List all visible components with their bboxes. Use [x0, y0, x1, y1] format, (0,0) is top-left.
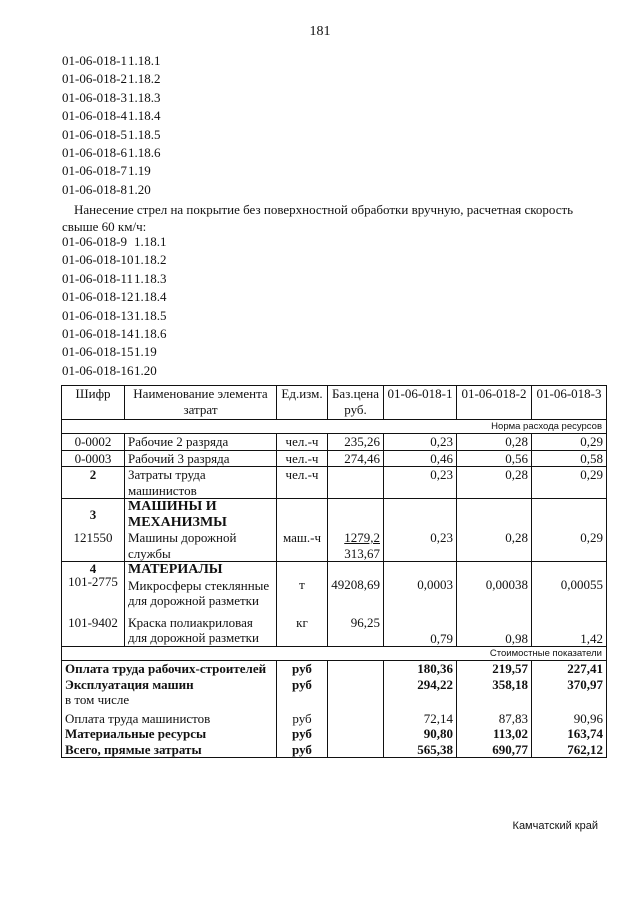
list-item: 01-06-018-111.18.3 — [62, 270, 167, 286]
list-item: 01-06-018-151.19 — [62, 344, 157, 360]
total-row: Оплата труда машинистов руб 72,14 87,83 90,96 — [62, 708, 607, 727]
code-list-a — [62, 52, 161, 199]
header-col1: 01-06-018-1 — [384, 386, 457, 420]
header-unit: Ед.изм. — [277, 386, 328, 420]
list-item: 01-06-018-9 1.18.1 — [62, 234, 167, 249]
list-item: 01-06-018-41.18.4 — [62, 108, 161, 124]
resource-table — [61, 385, 607, 758]
norm-caption: Норма расхода ресурсов — [62, 420, 607, 434]
list-item: 01-06-018-71.19 — [62, 163, 151, 179]
list-item: 01-06-018-21.18.2 — [62, 71, 161, 87]
section-row-materials: 4 101-2775 МАТЕРИАЛЫ Микросферы стеклянные для дорожной разметки т 49208,69 0,0003 0,00038 0,00055 — [62, 562, 607, 609]
table-row: 0-0002 Рабочие 2 разряда чел.-ч 235,26 0,23 0,28 0,29 — [62, 434, 607, 451]
total-row: Материальные ресурсы руб 90,80 113,02 163,74 — [62, 726, 607, 742]
list-item: 01-06-018-121.18.4 — [62, 289, 167, 305]
list-item: 01-06-018-101.18.2 — [62, 252, 167, 268]
total-row: Всего, прямые затраты руб 565,38 690,77 762,12 — [62, 742, 607, 758]
region-footer: Камчатский край — [512, 820, 598, 832]
total-row: Эксплуатация машин в том числе руб 294,22 358,18 370,97 — [62, 677, 607, 708]
table-row: 121550 Машины дорожной службы маш.-ч 1279,2 313,67 0,23 0,28 0,29 — [62, 530, 607, 562]
section-description: Нанесение стрел на покрытие без поверхностной обработки вручную, расчетная скорость свыше 60 км/ч: — [62, 202, 574, 234]
section-row-machines: 3 МАШИНЫ И МЕХАНИЗМЫ — [62, 499, 607, 531]
table-header-row — [62, 386, 607, 420]
list-item: 01-06-018-81.20 — [62, 181, 151, 197]
cost-caption: Стоимостные показатели — [62, 647, 607, 661]
total-row: Оплата труда рабочих-строителей руб 180,36 219,57 227,41 — [62, 661, 607, 677]
list-item: 01-06-018-161.20 — [62, 362, 157, 378]
list-item: 01-06-018-11.18.1 — [62, 53, 161, 68]
header-name: Наименование элемента затрат — [125, 386, 277, 420]
cost-caption-row — [62, 647, 607, 661]
list-item: 01-06-018-131.18.5 — [62, 307, 167, 323]
header-price: Баз.цена руб. — [328, 386, 384, 420]
list-item: 01-06-018-31.18.3 — [62, 89, 161, 105]
header-col3: 01-06-018-3 — [532, 386, 607, 420]
list-item: 01-06-018-61.18.6 — [62, 145, 161, 161]
table-row: 101-9402 Краска полиакриловая для дорожной разметки кг 96,25 0,79 0,98 1,42 — [62, 609, 607, 647]
header-code: Шифр — [62, 386, 125, 420]
header-col2: 01-06-018-2 — [457, 386, 532, 420]
page-number: 181 — [309, 24, 331, 39]
table-row: 0-0003 Рабочий 3 разряда чел.-ч 274,46 0,46 0,56 0,58 — [62, 450, 607, 467]
list-item: 01-06-018-141.18.6 — [62, 326, 167, 342]
code-list-b — [62, 233, 167, 380]
norm-caption-row — [62, 420, 607, 434]
list-item: 01-06-018-51.18.5 — [62, 126, 161, 142]
table-row: 2 Затраты труда машинистов чел.-ч 0,23 0,28 0,29 — [62, 467, 607, 499]
